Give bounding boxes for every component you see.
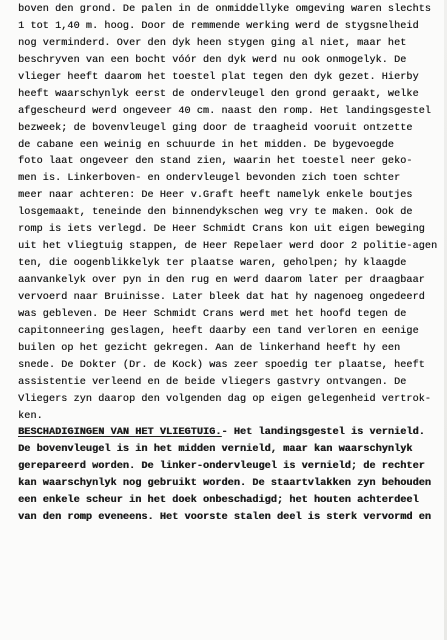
text-line-15: uit het vliegtuig stappen, de Heer Repelaer werd door 2 politie-agen (18, 241, 438, 253)
damage-heading: BESCHADIGINGEN VAN HET VLIEGTUIG. (18, 427, 222, 439)
text-line-17: aanvankelyk over pyn in den rug en werd daarom later per draagbaar (18, 275, 425, 286)
text-line-25: ken. (18, 410, 43, 422)
text-line-22: snede. De Dokter (Dr. de Kock) was zeer spoedig ter plaatse, heeft (18, 359, 425, 371)
text-line-6: heeft waarschynlyk eerst de ondervleugel den grond geraakt, welke (18, 88, 419, 100)
text-line-24: Vliegers zyn daarop den volgenden dag op eigen gelegenheid vertrok- (18, 393, 431, 405)
text-line-12: meer naar achteren: De Heer v.Graft heeft namelyk enkele boutjes (18, 190, 413, 202)
text-line-7: afgescheurd werd ongeveer 40 cm. naast den romp. Het landingsgestel (18, 105, 431, 117)
text-line-29: kan waarschynlyk nog gebruikt worden. De staartvlakken zyn behouden (18, 478, 431, 490)
text-line-20: capitonneering geslagen, heeft daarby een tand verloren en eenige (18, 325, 419, 337)
text-line-2: 1 tot 1,40 m. hoog. Door de remmende werking werd de stygsnelheid (18, 20, 419, 32)
text-line-11: men is. Linkerboven- en ondervleugel bevonden zich toen schter (18, 173, 401, 185)
text-line-31: van den romp eveneens. Het voorste stalen deel is sterk vervormd en (18, 512, 431, 524)
text-line-8: bezweek; de bovenvleugel ging door de traagheid vooruit ontzette (18, 122, 413, 134)
text-line-28: gerepareerd worden. De linker-ondervleugel is vernield; de rechter (18, 461, 425, 473)
text-line-23: assistentie verleend en de beide vliegers gastvry ontvangen. De (18, 376, 407, 388)
text-line-14: romp is iets verlegd. De Heer Schmidt Crans kon uit eigen beweging (18, 224, 425, 236)
text-line-1: boven den grond. De palen in de onmiddellyke omgeving waren slechts (18, 4, 431, 15)
text-line-16: ten, die oogenblikkelyk ter plaatse waren, geholpen; hy klaagde (18, 258, 407, 270)
text-line-19: was gebleven. De Heer Schmidt Crans werd met het hoofd tegen de (18, 308, 407, 320)
text-line-5: vlieger heeft daarom het toestel plat tegen den dyk gezet. Hierby (18, 71, 419, 83)
text-line-27: De bovenvleugel is in het midden vernield, maar kan waarschynlyk (18, 444, 413, 456)
text-line-9: de cabane een weinig en schuurde in het midden. De bygevoegde (18, 139, 394, 151)
text-line-18: vervoerd naar Bruinisse. Later bleek dat hat hy nagenoeg ongedeerd (18, 291, 425, 303)
document-body (18, 2, 444, 527)
damage-heading-line: BESCHADIGINGEN VAN HET VLIEGTUIG.- Het landingsgestel is vernield. (18, 427, 425, 439)
text-line-3: nog verminderd. Over den dyk heen stygen ging al niet, maar het (18, 37, 407, 49)
text-line-30: een enkele scheur in het doek onbeschadigd; het houten achterdeel (18, 495, 419, 507)
text-line-21: builen op het gezicht gekregen. Aan de linkerhand heeft hy een (18, 342, 401, 354)
text-line-4: beschryven van een bocht vóór den dyk werd nu ook onmogelyk. De (18, 54, 407, 66)
text-line-13: losgemaakt, teneinde den binnendykschen weg vry te maken. Ook de (18, 207, 413, 219)
text-line-10: foto laat ongeveer den stand zien, waarin het toestel neer geko- (18, 156, 413, 168)
